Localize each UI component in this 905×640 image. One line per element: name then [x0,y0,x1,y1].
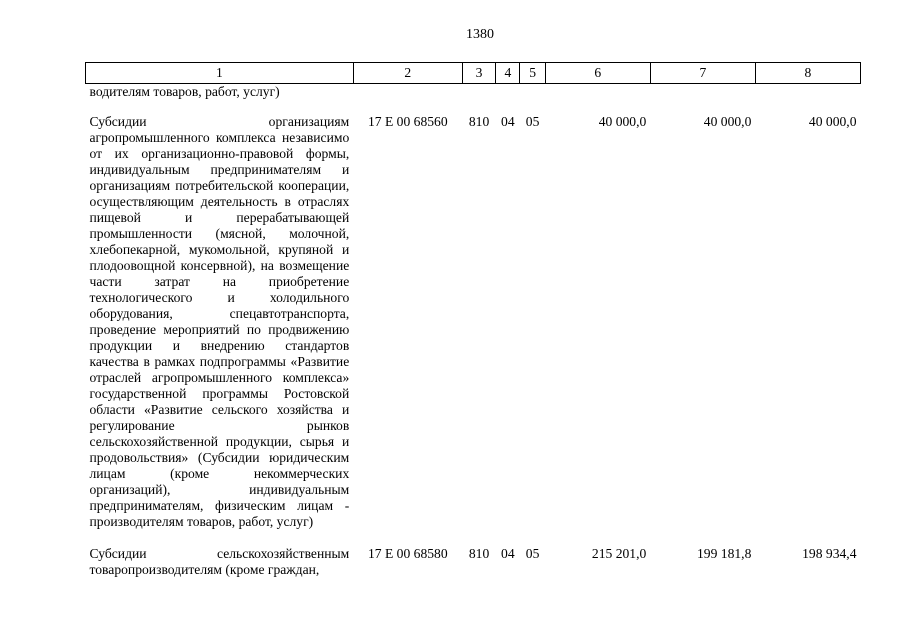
table-row [86,530,861,578]
header-col-6: 6 [545,63,650,84]
row-amount-1: 40 000,0 [598,114,647,129]
row-col-3: 810 [468,546,490,561]
row-description: Субсидии сельскохозяйственным товаропроизводителям (кроме граждан, [89,546,350,577]
row-amount-1: 215 201,0 [591,546,647,561]
row-description: водителям товаров, работ, услуг) [89,84,280,99]
header-col-8: 8 [755,63,860,84]
table-row [86,100,861,530]
table-body [86,84,861,579]
row-target-code: 17 Е 00 68580 [367,546,448,561]
row-col-4: 04 [501,114,515,129]
header-col-2: 2 [353,63,462,84]
header-col-5: 5 [520,63,545,84]
row-amount-3: 198 934,4 [802,546,857,561]
header-col-7: 7 [650,63,755,84]
row-col-4: 04 [501,546,515,561]
page-number: 1380 [466,27,494,42]
row-target-code: 17 Е 00 68560 [367,114,448,129]
header-col-4: 4 [496,63,520,84]
row-amount-2: 199 181,8 [697,546,752,561]
header-col-3: 3 [462,63,495,84]
row-col-3: 810 [468,114,490,129]
row-col-5: 05 [525,114,540,129]
header-row [86,63,861,84]
table-header [86,63,861,84]
row-col-5: 05 [525,546,540,561]
row-amount-3: 40 000,0 [808,114,857,129]
row-description: Субсидии организациям агропромышленного комплекса независимо от их организационно-правовой формы, индивидуальным предпринимателям и организациям потребительской кооперации, осуществляющим деятельность в отраслях пищевой и перерабатывающей промышленности (мясной, молочной, хлебопекарной, мукомольной, крупяной и плодоовощной консервной), на возмещение части затрат на приобретение технологического и холодильного оборудования, спецавтотранспорта, проведение мероприятий по продвижению продукции и внедрению стандартов качества в рамках подпрограммы «Развитие отраслей агропромышленного комплекса» государственной программы Ростовской области «Развитие сельского хозяйства и регулирование рынков сельскохозяйственной продукции, сырья и продовольствия» (Субсидии юридическим лицам (кроме некоммерческих организаций), индивидуальным предпринимателям, физическим лицам - производителям товаров, работ, услуг) [89,114,350,529]
budget-table [85,62,861,578]
header-col-1: 1 [86,63,354,84]
table-row-continuation [86,84,861,101]
row-amount-2: 40 000,0 [703,114,752,129]
